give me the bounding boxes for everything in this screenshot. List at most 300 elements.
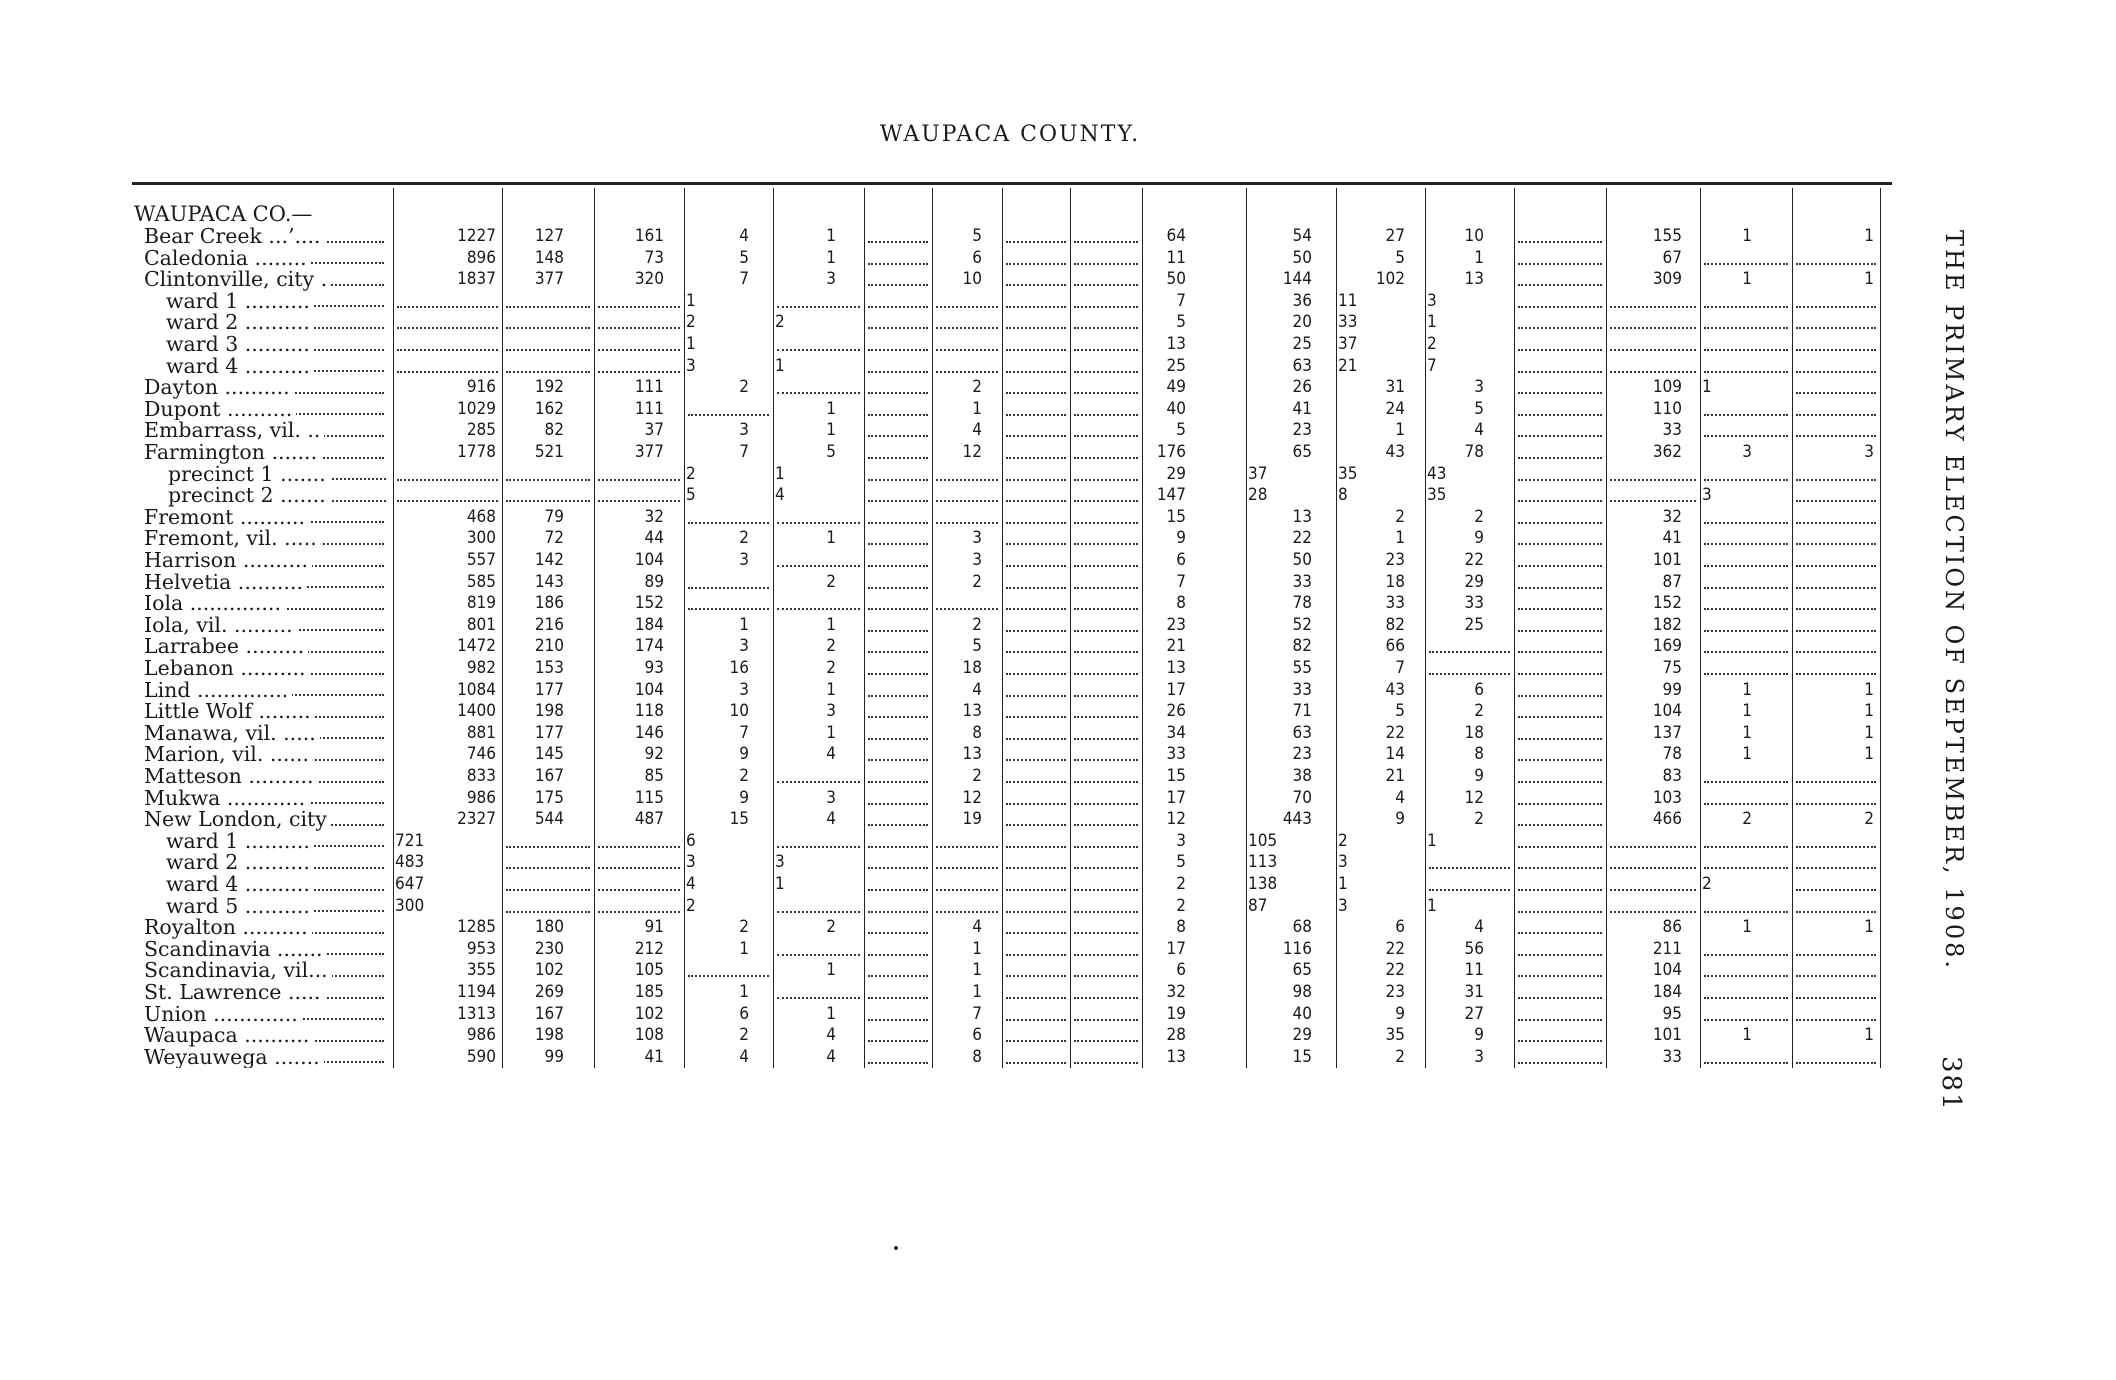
table-cell: 2 — [1395, 1046, 1405, 1067]
dotted-leader — [1006, 608, 1066, 610]
table-cell: 23 — [1292, 420, 1312, 441]
row-label — [144, 399, 388, 421]
dotted-leader — [1006, 911, 1066, 913]
table-cell: 21 — [1338, 355, 1358, 376]
table-cell: 1 — [739, 614, 749, 635]
table-cell: 1285 — [457, 917, 496, 938]
table-cell: 1 — [1864, 917, 1874, 938]
table-cell: 7 — [1176, 290, 1186, 311]
table-cell: 4 — [972, 917, 982, 938]
table-cell: 24 — [1385, 398, 1405, 419]
table-cell: 1 — [739, 938, 749, 959]
table-cell: 10 — [962, 269, 982, 290]
row-label — [144, 269, 388, 291]
table-cell: 22 — [1292, 528, 1312, 549]
dotted-leader — [1796, 975, 1876, 977]
table-cell: 9 — [1474, 528, 1484, 549]
table-cell: 16 — [729, 658, 749, 678]
dotted-leader — [1074, 803, 1138, 805]
row-label-text: Union ............. — [144, 1004, 302, 1026]
dotted-leader — [1006, 587, 1066, 589]
dotted-leader — [1006, 327, 1066, 329]
table-cell: 1 — [1427, 312, 1437, 333]
dotted-leader — [868, 587, 928, 589]
dotted-leader — [868, 975, 928, 977]
table-cell: 544 — [534, 809, 564, 830]
dotted-leader — [1610, 479, 1696, 481]
table-cell: 881 — [466, 722, 496, 743]
table-cell: 521 — [534, 442, 564, 462]
dotted-leader — [1074, 954, 1138, 956]
table-cell: 103 — [1652, 787, 1682, 808]
dotted-leader — [1006, 673, 1066, 675]
dotted-leader — [1074, 759, 1138, 761]
dotted-leader — [1074, 1062, 1138, 1064]
row-label-text: Dupont .......... — [144, 399, 296, 421]
table-cell: 33 — [1292, 679, 1312, 700]
table-cell: 115 — [634, 787, 664, 808]
table-cell: 111 — [634, 398, 664, 419]
dotted-leader — [1074, 543, 1138, 545]
table-cell: 83 — [1662, 766, 1682, 786]
dotted-leader — [868, 1062, 928, 1064]
table-cell: 38 — [1292, 766, 1312, 786]
table-cell: 2 — [686, 312, 696, 333]
table-cell: 1084 — [457, 679, 496, 700]
dotted-leader — [1518, 846, 1602, 848]
table-cell: 91 — [644, 917, 664, 938]
table-cell: 15 — [1166, 506, 1186, 527]
table-cell: 3 — [1742, 442, 1752, 462]
table-cell: 3 — [739, 420, 749, 441]
dotted-leader — [1006, 565, 1066, 567]
dotted-leader — [1796, 435, 1876, 437]
row-label-text: St. Lawrence ..... — [144, 982, 325, 1004]
row-label — [144, 636, 388, 658]
table-cell: 3 — [1176, 830, 1186, 851]
row-label-text: precinct 2 ....... — [168, 485, 330, 507]
table-cell: 362 — [1652, 442, 1682, 462]
table-cell: 14 — [1385, 744, 1405, 765]
table-cell: 13 — [1464, 269, 1484, 290]
table-cell: 377 — [634, 442, 664, 462]
dotted-leader — [1074, 284, 1138, 286]
table-cell: 78 — [1662, 744, 1682, 765]
table-cell: 17 — [1166, 787, 1186, 808]
table-cell: 1 — [1864, 226, 1874, 246]
dotted-leader — [598, 889, 680, 891]
table-cell: 15 — [729, 809, 749, 830]
table-cell: 192 — [534, 377, 564, 398]
county-heading: WAUPACA CO.— — [134, 202, 313, 226]
page-title: WAUPACA COUNTY. — [879, 122, 1141, 147]
table-cell: 8 — [1474, 744, 1484, 765]
table-cell: 1 — [686, 334, 696, 354]
dotted-leader — [936, 500, 998, 502]
dotted-leader — [1704, 997, 1788, 999]
dotted-leader — [868, 522, 928, 524]
table-cell: 37 — [1248, 463, 1268, 484]
dotted-leader — [506, 867, 590, 869]
dotted-leader — [1429, 673, 1510, 675]
table-cell: 118 — [634, 701, 664, 722]
table-cell: 102 — [534, 960, 564, 981]
table-cell: 147 — [1156, 485, 1186, 506]
table-cell: 3 — [1338, 852, 1348, 873]
table-cell: 31 — [1385, 377, 1405, 398]
dotted-leader — [868, 1019, 928, 1021]
table-cell: 101 — [1652, 1025, 1682, 1046]
table-cell: 67 — [1662, 247, 1682, 268]
dotted-leader — [1006, 284, 1066, 286]
table-cell: 1 — [1864, 701, 1874, 722]
table-cell: 145 — [534, 744, 564, 765]
table-cell: 82 — [544, 420, 564, 441]
row-label-text: Marion, vil. ...... — [144, 744, 313, 766]
table-cell: 78 — [1464, 442, 1484, 462]
table-cell: 9 — [1395, 1003, 1405, 1024]
dotted-leader — [1704, 414, 1788, 416]
table-cell: 20 — [1292, 312, 1312, 333]
dotted-leader — [1006, 867, 1066, 869]
row-label-text: Matteson .......... — [144, 766, 318, 788]
table-cell: 184 — [1652, 982, 1682, 1002]
table-cell: 25 — [1464, 614, 1484, 635]
row-label-text: ward 5 .......... — [166, 896, 314, 918]
dotted-leader — [936, 371, 998, 373]
table-cell: 1 — [1864, 269, 1874, 290]
table-cell: 3 — [826, 701, 836, 722]
table-cell: 1 — [1864, 679, 1874, 700]
row-label — [168, 485, 390, 507]
table-cell: 11 — [1464, 960, 1484, 981]
row-label — [144, 788, 388, 810]
table-cell: 52 — [1292, 614, 1312, 635]
dotted-leader — [1074, 392, 1138, 394]
row-label-text: Lind .............. — [144, 680, 292, 702]
running-title-text: THE PRIMARY ELECTION OF SEPTEMBER, 1908. — [1940, 230, 1968, 971]
row-label — [144, 248, 388, 270]
table-cell: 1 — [739, 982, 749, 1002]
table-cell: 3 — [686, 355, 696, 376]
table-cell: 98 — [1292, 982, 1312, 1002]
table-cell: 5 — [1176, 312, 1186, 333]
table-cell: 1 — [775, 874, 785, 894]
dotted-leader — [868, 241, 928, 243]
table-cell: 2 — [1395, 506, 1405, 527]
table-cell: 1 — [1742, 917, 1752, 938]
table-cell: 4 — [686, 874, 696, 894]
dotted-leader — [868, 651, 928, 653]
dotted-leader — [1518, 932, 1602, 934]
table-cell: 71 — [1292, 701, 1312, 722]
dotted-leader — [506, 371, 590, 373]
dotted-leader — [1796, 479, 1876, 481]
table-cell: 41 — [644, 1046, 664, 1067]
dotted-leader — [868, 565, 928, 567]
dotted-leader — [506, 349, 590, 351]
dotted-leader — [688, 414, 769, 416]
table-cell: 7 — [739, 269, 749, 290]
dotted-leader — [1518, 1062, 1602, 1064]
dotted-leader — [936, 327, 998, 329]
dotted-leader — [1006, 651, 1066, 653]
table-cell: 211 — [1652, 938, 1682, 959]
table-cell: 113 — [1248, 852, 1278, 873]
table-cell: 10 — [1464, 226, 1484, 246]
dotted-leader — [868, 695, 928, 697]
dotted-leader — [868, 738, 928, 740]
dotted-leader — [1074, 651, 1138, 653]
row-label — [166, 291, 388, 313]
table-cell: 1 — [826, 398, 836, 419]
row-label-text: precinct 1 ....... — [168, 464, 330, 486]
row-label-text: Lebanon .......... — [144, 658, 310, 680]
dotted-leader — [868, 1040, 928, 1042]
table-cell: 137 — [1652, 722, 1682, 743]
dotted-leader — [936, 608, 998, 610]
dotted-leader — [1796, 500, 1876, 502]
dotted-leader — [1518, 695, 1602, 697]
table-cell: 185 — [634, 982, 664, 1002]
dotted-leader — [777, 522, 860, 524]
table-cell: 175 — [534, 787, 564, 808]
column-rule — [684, 188, 685, 1068]
table-cell: 32 — [1662, 506, 1682, 527]
dotted-leader — [598, 911, 680, 913]
table-cell: 9 — [739, 744, 749, 765]
dotted-leader — [1006, 1019, 1066, 1021]
table-cell: 2 — [1474, 809, 1484, 830]
column-rule — [1880, 188, 1881, 1068]
dotted-leader — [1704, 435, 1788, 437]
table-cell: 5 — [1474, 398, 1484, 419]
dotted-leader — [1518, 1019, 1602, 1021]
dotted-leader — [868, 263, 928, 265]
table-cell: 99 — [544, 1046, 564, 1067]
table-cell: 43 — [1385, 442, 1405, 462]
column-rule — [1246, 188, 1247, 1068]
table-cell: 982 — [466, 658, 496, 678]
table-cell: 2 — [1474, 701, 1484, 722]
row-label — [144, 982, 388, 1004]
table-cell: 25 — [1166, 355, 1186, 376]
dotted-leader — [506, 327, 590, 329]
table-cell: 23 — [1292, 744, 1312, 765]
dotted-leader — [1074, 738, 1138, 740]
dotted-leader — [777, 349, 860, 351]
dotted-leader — [1796, 803, 1876, 805]
row-label-text: Fremont .......... — [144, 507, 309, 529]
table-cell: 174 — [634, 636, 664, 657]
dotted-leader — [598, 371, 680, 373]
table-cell: 36 — [1292, 290, 1312, 311]
dotted-leader — [868, 911, 928, 913]
table-cell: 2 — [775, 312, 785, 333]
dotted-leader — [397, 327, 498, 329]
dotted-leader — [1006, 1062, 1066, 1064]
table-cell: 3 — [826, 787, 836, 808]
column-rule — [773, 188, 774, 1068]
dotted-leader — [1610, 846, 1696, 848]
table-cell: 33 — [1662, 420, 1682, 441]
dotted-leader — [1704, 522, 1788, 524]
row-label-text: New London, city — [144, 809, 331, 831]
table-cell: 4 — [739, 226, 749, 246]
dotted-leader — [1518, 479, 1602, 481]
table-cell: 27 — [1464, 1003, 1484, 1024]
table-cell: 1 — [775, 463, 785, 484]
table-cell: 28 — [1166, 1025, 1186, 1046]
table-cell: 11 — [1338, 290, 1358, 311]
table-cell: 2 — [826, 571, 836, 592]
dotted-leader — [1796, 327, 1876, 329]
dotted-leader — [1518, 975, 1602, 977]
dotted-leader — [1006, 824, 1066, 826]
dotted-leader — [688, 975, 769, 977]
table-cell: 285 — [466, 420, 496, 441]
table-cell: 55 — [1292, 658, 1312, 678]
table-cell: 13 — [1292, 506, 1312, 527]
table-cell: 21 — [1385, 766, 1405, 786]
table-cell: 2 — [739, 1025, 749, 1046]
dotted-leader — [1006, 889, 1066, 891]
dotted-leader — [688, 522, 769, 524]
dotted-leader — [1074, 587, 1138, 589]
table-cell: 127 — [534, 226, 564, 246]
dotted-leader — [1796, 889, 1876, 891]
table-cell: 3 — [1474, 377, 1484, 398]
dotted-leader — [868, 781, 928, 783]
table-cell: 2 — [686, 895, 696, 916]
dotted-leader — [1429, 651, 1510, 653]
table-cell: 5 — [686, 485, 696, 506]
dotted-leader — [1429, 889, 1510, 891]
table-cell: 6 — [686, 830, 696, 851]
table-cell: 210 — [534, 636, 564, 657]
dotted-leader — [1518, 867, 1602, 869]
table-cell: 4 — [1474, 420, 1484, 441]
dotted-leader — [598, 327, 680, 329]
dotted-leader — [868, 457, 928, 459]
dotted-leader — [1074, 565, 1138, 567]
table-cell: 1 — [1395, 528, 1405, 549]
table-cell: 111 — [634, 377, 664, 398]
table-cell: 3 — [775, 852, 785, 873]
dotted-leader — [777, 846, 860, 848]
table-cell: 6 — [972, 1025, 982, 1046]
dotted-leader — [506, 889, 590, 891]
table-cell: 468 — [466, 506, 496, 527]
dotted-leader — [1796, 911, 1876, 913]
dotted-leader — [1074, 608, 1138, 610]
row-label-text: Waupaca .......... — [144, 1025, 313, 1047]
table-cell: 138 — [1248, 874, 1278, 894]
table-cell: 70 — [1292, 787, 1312, 808]
row-label-text: Larrabee ......... — [144, 636, 308, 658]
table-cell: 152 — [1652, 593, 1682, 614]
dotted-leader — [868, 630, 928, 632]
dotted-leader — [868, 997, 928, 999]
row-label — [166, 831, 388, 853]
table-cell: 23 — [1385, 550, 1405, 570]
dotted-leader — [1518, 306, 1602, 308]
table-cell: 41 — [1292, 398, 1312, 419]
table-cell: 35 — [1427, 485, 1447, 506]
dotted-leader — [1704, 803, 1788, 805]
table-cell: 443 — [1282, 809, 1312, 830]
dotted-leader — [1704, 630, 1788, 632]
table-cell: 833 — [466, 766, 496, 786]
dotted-leader — [598, 500, 680, 502]
row-label — [144, 507, 388, 529]
table-cell: 13 — [1166, 658, 1186, 678]
column-rule — [1606, 188, 1607, 1068]
table-cell: 1 — [1742, 226, 1752, 246]
dotted-leader — [598, 479, 680, 481]
table-cell: 2 — [739, 528, 749, 549]
dotted-leader — [1006, 997, 1066, 999]
dotted-leader — [936, 479, 998, 481]
row-label — [144, 744, 388, 766]
table-cell: 1313 — [457, 1003, 496, 1024]
dotted-leader — [1518, 543, 1602, 545]
row-label-text: ward 1 .......... — [166, 291, 314, 313]
dotted-leader — [1518, 781, 1602, 783]
table-cell: 7 — [1427, 355, 1437, 376]
dotted-leader — [868, 371, 928, 373]
dotted-leader — [868, 608, 928, 610]
dotted-leader — [1704, 781, 1788, 783]
table-cell: 13 — [962, 744, 982, 765]
table-cell: 72 — [544, 528, 564, 549]
row-label-text: Clintonville, city . — [144, 269, 331, 291]
table-cell: 1029 — [457, 398, 496, 419]
table-cell: 161 — [634, 226, 664, 246]
table-cell: 355 — [466, 960, 496, 981]
table-cell: 3 — [739, 636, 749, 657]
dotted-leader — [1610, 500, 1696, 502]
dotted-leader — [868, 392, 928, 394]
row-label — [144, 723, 388, 745]
column-rule — [932, 188, 933, 1068]
row-label-text: ward 4 .......... — [166, 874, 314, 896]
dotted-leader — [1074, 997, 1138, 999]
dotted-leader — [1074, 479, 1138, 481]
table-cell: 1 — [1864, 722, 1874, 743]
dotted-leader — [936, 306, 998, 308]
table-cell: 15 — [1292, 1046, 1312, 1067]
table-cell: 177 — [534, 722, 564, 743]
table-cell: 101 — [1652, 550, 1682, 570]
dotted-leader — [1704, 543, 1788, 545]
table-cell: 18 — [1385, 571, 1405, 592]
table-cell: 1 — [1742, 722, 1752, 743]
dotted-leader — [1006, 781, 1066, 783]
row-label-text: Helvetia .......... — [144, 572, 307, 594]
table-cell: 75 — [1662, 658, 1682, 678]
table-cell: 3 — [686, 852, 696, 873]
table-cell: 1 — [826, 420, 836, 441]
table-cell: 104 — [1652, 701, 1682, 722]
dotted-leader — [1518, 457, 1602, 459]
row-label — [144, 572, 388, 594]
dotted-leader — [506, 500, 590, 502]
dotted-leader — [1610, 349, 1696, 351]
table-cell: 5 — [1395, 701, 1405, 722]
dotted-leader — [1796, 565, 1876, 567]
table-cell: 4 — [972, 679, 982, 700]
